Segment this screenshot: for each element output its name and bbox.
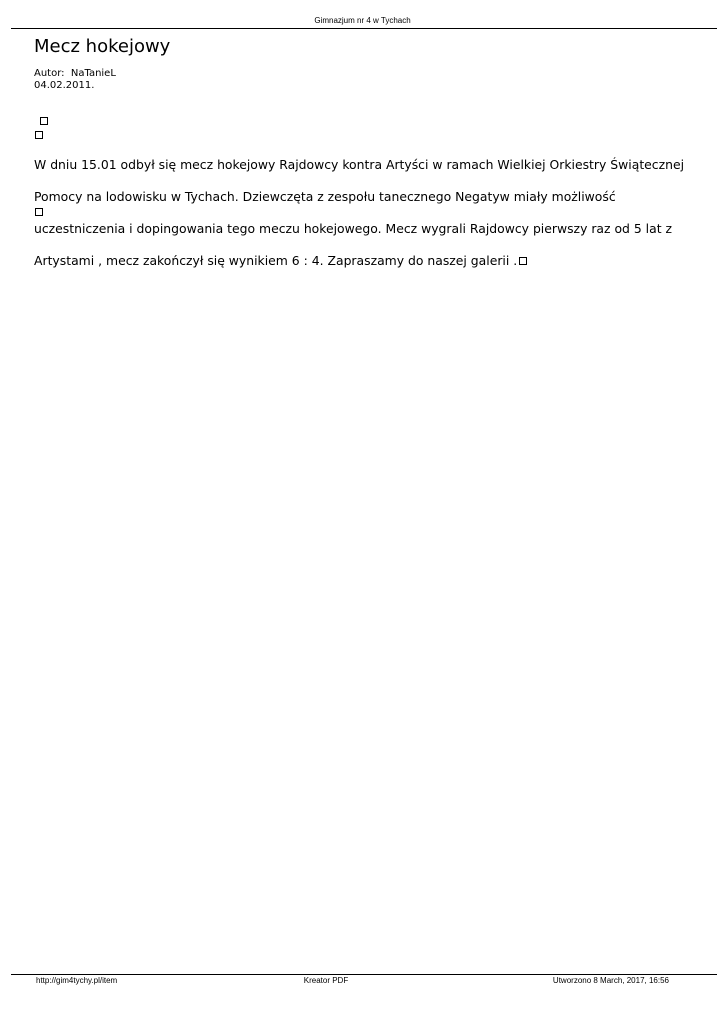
missing-glyph-icon — [40, 117, 48, 125]
missing-glyph-icon — [35, 131, 43, 139]
article-title: Mecz hokejowy — [34, 36, 171, 57]
author-line: Autor: NaTanieL — [34, 68, 116, 79]
body-line: W dniu 15.01 odbył się mecz hokejowy Rajdowcy kontra Artyści w ramach Wielkiej Orkiestry Świątecznej — [34, 157, 685, 172]
article-date: 04.02.2011. — [34, 80, 95, 91]
footer-divider — [11, 974, 717, 975]
missing-glyph-icon — [519, 257, 527, 265]
running-header: Gimnazjum nr 4 w Tychach — [314, 16, 411, 25]
body-line: Pomocy na lodowisku w Tychach. Dziewczęta z zespołu tanecznego Negatyw miały możliwość — [34, 189, 616, 204]
footer-generator: Kreator PDF — [303, 976, 349, 985]
body-line: uczestniczenia i dopingowania tego meczu hokejowego. Mecz wygrali Rajdowcy pierwszy raz od 5 lat z — [34, 221, 673, 236]
footer-created: Utworzono 8 March, 2017, 16:56 — [552, 976, 669, 985]
article-meta — [34, 68, 116, 92]
body-line-last — [34, 253, 694, 269]
footer-url: http://gim4tychy.pl/item — [36, 976, 118, 985]
header-divider — [11, 28, 717, 29]
article-body — [34, 141, 694, 285]
missing-glyph-icon — [35, 208, 43, 216]
body-line: Artystami , mecz zakończył się wynikiem 6 : 4. Zapraszamy do naszej galerii . — [34, 253, 518, 268]
